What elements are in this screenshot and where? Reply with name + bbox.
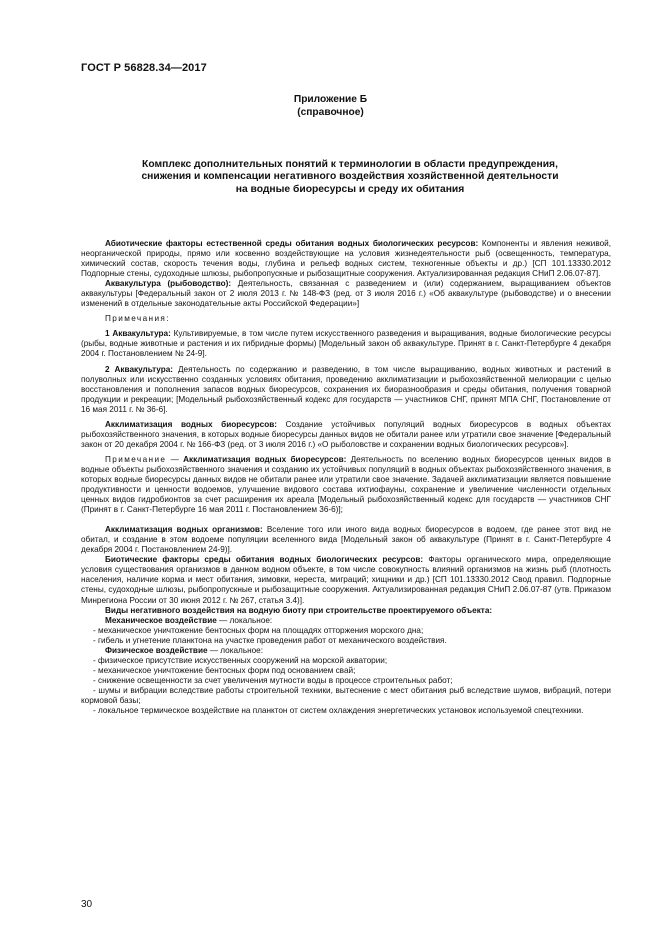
list-item: - механическое уничтожение бентосных форм под основанием свай; <box>93 665 356 675</box>
term: Акклиматизация водных биоресурсов: <box>105 419 277 429</box>
appendix-kind: (справочное) <box>297 106 364 118</box>
term: Аквакультура (рыбоводство): <box>105 279 232 289</box>
term: 1 Аквакультура: <box>105 329 171 339</box>
document-standard-header: ГОСТ Р 56828.34—2017 <box>81 62 207 74</box>
physical-impact-heading <box>81 646 611 656</box>
title-line-3: на водные биоресурсы и среду их обитания <box>235 183 465 195</box>
impact-types-heading: Виды негативного воздействия на водную биоту при строительстве проектируемого объекта: <box>105 605 493 615</box>
term: Акклиматизация водных организмов: <box>105 525 263 535</box>
definition-aquaculture <box>81 279 611 309</box>
note-label: Примечание <box>105 454 167 464</box>
note-2 <box>81 365 611 415</box>
note-1 <box>81 329 611 359</box>
note-dash: — <box>166 454 184 464</box>
title-line-2: снижения и компенсации негативного воздействия хозяйственной деятельности <box>141 171 559 183</box>
title-line-1: Комплекс дополнительных понятий к терминологии в области предупреждения, <box>142 159 558 170</box>
definition-acclimatization-organisms <box>81 525 611 555</box>
term: Физическое воздействие <box>105 645 208 655</box>
appendix-label: Приложение Б <box>293 94 368 105</box>
heading-suffix: — локальное: <box>216 615 273 625</box>
definition-text: Создание устойчивых популяций водных биоресурсов в водных объектах рыбохозяйственного значения, в которых водные биоресурсы данных видов не обитали ранее или утратили свое значение [Федеральный закон от 20 декабря 2004 г. № 166-ФЗ (ред. от 3 июля 2016 г.) «О рыболовстве и сохранении водных биологических ресурсов»]. <box>81 419 611 449</box>
note-text: Культивируемые, в том числе путем искусственного разведения и выращивания, водные биологические ресурсы (рыбы, водные животные и растения и их гибридные формы) [Модельный закон об аквакультуре. Принят в г. Санкт-Петербурге 4 декабря 2004 г. Постановлением № 24-9]. <box>81 329 611 359</box>
note-text: Деятельность по вселению водных биоресурсов ценных видов в водные объекты рыбохозяйственного значения и созданию их устойчивых популяций в водных объектах рыбохозяйственного значения, в которых водные биоресурсы данных видов не обитали ранее или утратили свое значение. Задачей акклиматизации является повышение продуктивности и ценности водоемов, улучшение видового состава ихтиофауны, сохранение и увеличение численности отдельных ценных видов гидробионтов за счет расширения их ареала [Модельный рыбохозяйственный кодекс для государств — участников СНГ (Принят в г. Санкт-Петербурге 16 мая 2011 г. Постановлением 36-6)]; <box>81 454 611 515</box>
heading-suffix: — локальное: <box>207 645 263 655</box>
appendix-title <box>100 159 600 196</box>
list-item: - снижение освещенности за счет увеличения мутности воды в процессе строительных работ; <box>93 675 453 685</box>
list-item: - шумы и вибрации вследствие работы строительной техники, вытеснение с мест обитания рыб вследствие шумов, вибраций, потери кормовой базы; <box>81 685 611 705</box>
mechanical-impact-heading <box>81 616 611 626</box>
definition-text: Факторы органического мира, определяющие условия существования организмов в данном водном объекте, в том числе совокупность влияний организмов на жизнь рыб (плотность населения, наличие корма и мест обитания, зимовки, нереста, миграций; хищники и др.) [СП 101.13330.2012 Свод правил. Подпорные стены, судоходные шлюзы, рыбопропускные и рыбозащитные сооружения. Актуализированная редакция СНиП 2.06.07-87 (утв. Приказом Минрегиона России от 30 июня 2012 г. № 267, статья 3.4)]. <box>81 555 611 605</box>
note-text: Деятельность по содержанию и разведению, в том числе выращиванию, водных животных и растений в полуволных или искусственно созданных условиях обитания, проведению акклиматизации и рыбохозяйственной мелиорации с целью восстановления и пополнения запасов водных биоресурсов, сохранения их биоразнообразия и среды обитания, получения товарной продукции и рекреации; [Модельный рыбохозяйственный кодекс для государств — участников СНГ, принят МПА СНГ, Постановление от 16 мая 2011 г. № 36-6]. <box>81 364 611 414</box>
definition-text: Вселение того или иного вида водных биоресурсов в водоем, где ранее этот вид не обитал, и создание в этом водоеме популяции вселенного вида [Модельный закон об аквакультуре (Принят в г. Санкт-Петербурге 4 декабря 2004 г. Постановлением 24-9)]. <box>81 525 611 555</box>
term: Абиотические факторы естественной среды обитания водных биологических ресурсов: <box>105 239 479 248</box>
definition-text: Компоненты и явления неживой, неорганической природы, прямо или косвенно воздействующие на условия жизнедеятельности рыб (освещенность, температура, химический состав, скорость течения воды, глубина и рельеф водных систем, техногенные объекты и др.) [СП 101.13330.2012 Подпорные стены, судоходные шлюзы, рыбопропускные и рыбозащитные сооружения. Актуализированная редакция СНиП 2.06.07-87]. <box>81 239 611 279</box>
definition-abiotic-factors <box>81 239 611 279</box>
list-item: - локальное термическое воздействие на планктон от систем охлаждения энергетических установок используемой спецтехники. <box>93 706 584 716</box>
notes-label: Примечания: <box>105 314 170 324</box>
note-acclimatization <box>81 455 611 515</box>
list-item: - механическое уничтожение бентосных форм на площадях отторжения морского дна; <box>93 625 424 635</box>
term: Акклиматизация водных биоресурсов: <box>183 454 347 464</box>
term: 2 Аквакультура: <box>105 364 174 374</box>
list-item: - физическое присутствие искусственных сооружений на морской акватории; <box>93 655 388 665</box>
term: Механическое воздействие <box>105 615 217 625</box>
page-number: 30 <box>81 899 93 910</box>
appendix-heading <box>0 94 661 119</box>
definition-biotic-factors <box>81 555 611 605</box>
document-body <box>81 239 611 716</box>
term: Биотические факторы среды обитания водных биологических ресурсов: <box>105 555 424 565</box>
list-item: - гибель и угнетение планктона на участке проведения работ от механического воздействия. <box>93 635 447 645</box>
definition-acclimatization-bioresources <box>81 420 611 450</box>
definition-text: Деятельность, связанная с разведением и (или) содержанием, выращиванием объектов аквакультуры [Федеральный закон от 2 июля 2013 г. № 148-ФЗ (ред. от 3 июля 2016 г.) «Об аквакультуре (рыбоводстве) и о внесении изменений в отдельные законодательные акты Российской Федерации»] <box>81 279 611 309</box>
